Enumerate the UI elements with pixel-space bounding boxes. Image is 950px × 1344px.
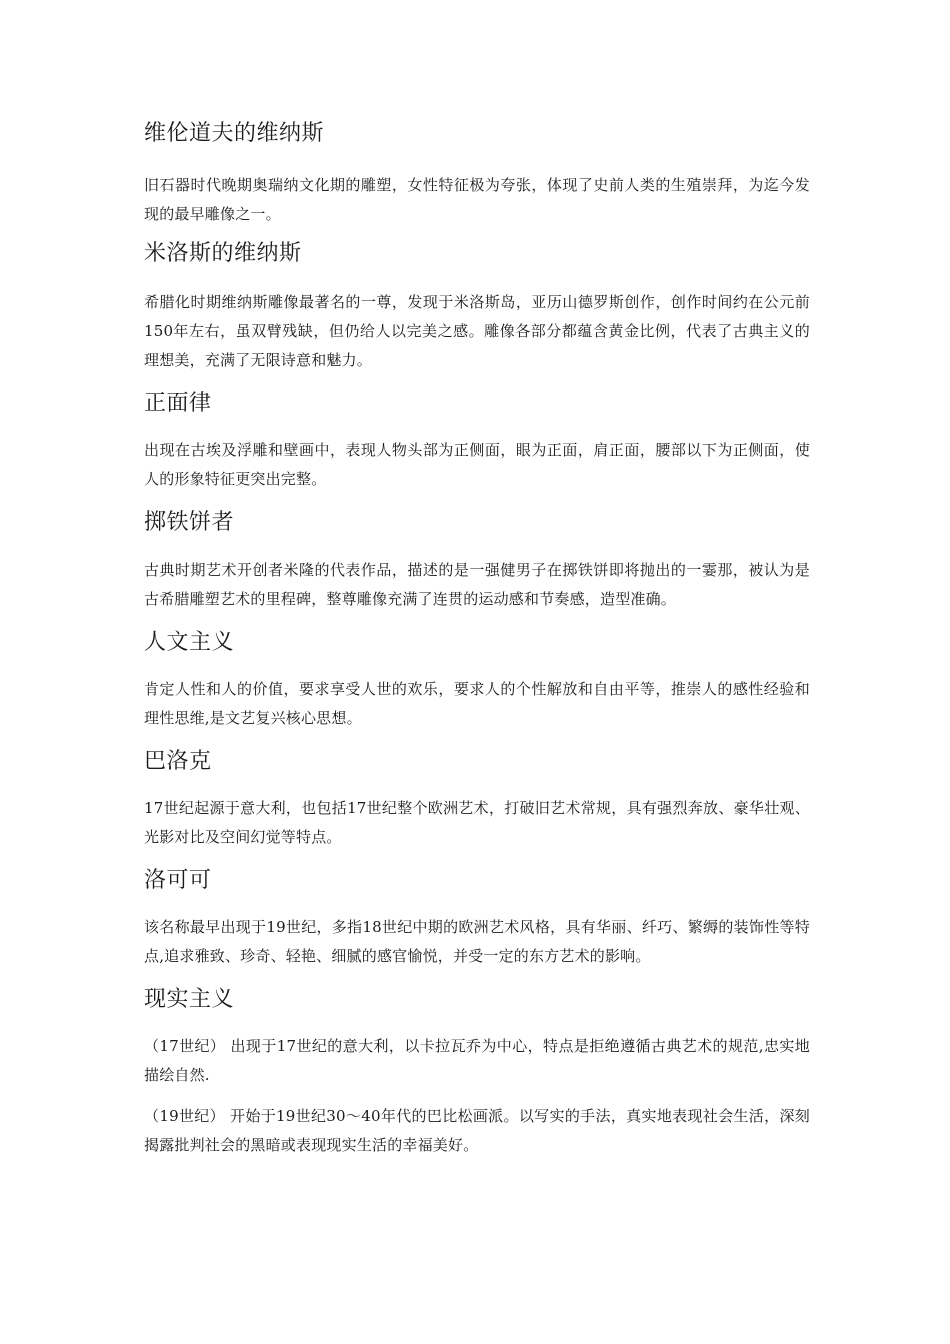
section-title-baroque: 巴洛克 <box>144 749 212 774</box>
section-paragraph: 旧石器时代晚期奥瑞纳文化期的雕塑，女性特征极为夸张，体现了史前人类的生殖崇拜，为迄今发现的最早雕像之一。 <box>144 176 810 223</box>
section-title-humanism: 人文主义 <box>144 630 235 655</box>
section-paragraph: 古典时期艺术开创者米隆的代表作品，描述的是一强健男子在掷铁饼即将抛出的一霎那，被认为是古希腊雕塑艺术的里程碑，整尊雕像充满了连贯的运动感和节奏感，造型准确。 <box>144 561 810 608</box>
section-title-frontality: 正面律 <box>144 391 212 416</box>
section-paragraph: （19世纪） 开始于19世纪30～40年代的巴比松画派。以写实的手法，真实地表现社会生活，深刻揭露批判社会的黑暗或表现现实生活的幸福美好。 <box>144 1107 810 1154</box>
section-title-venus-de-milo: 米洛斯的维纳斯 <box>144 241 302 266</box>
section-title-realism: 现实主义 <box>144 987 235 1012</box>
section-paragraph: 出现在古埃及浮雕和壁画中，表现人物头部为正侧面，眼为正面，肩正面，腰部以下为正侧面，使人的形象特征更突出完整。 <box>144 441 810 488</box>
section-title-discobolus: 掷铁饼者 <box>144 510 235 535</box>
section-title-venus-of-willendorf: 维伦道夫的维纳斯 <box>144 121 325 146</box>
section-title-rococo: 洛可可 <box>144 868 212 893</box>
section-paragraph: （17世纪） 出现于17世纪的意大利，以卡拉瓦乔为中心，特点是拒绝遵循古典艺术的规范,忠实地描绘自然. <box>144 1037 810 1084</box>
section-paragraph: 17世纪起源于意大利，也包括17世纪整个欧洲艺术，打破旧艺术常规，具有强烈奔放、豪华壮观、光影对比及空间幻觉等特点。 <box>144 799 810 846</box>
section-paragraph: 该名称最早出现于19世纪，多指18世纪中期的欧洲艺术风格，具有华丽、纤巧、繁缛的装饰性等特点,追求雅致、珍奇、轻艳、细腻的感官愉悦，并受一定的东方艺术的影响。 <box>144 918 810 965</box>
section-paragraph: 肯定人性和人的价值，要求享受人世的欢乐，要求人的个性解放和自由平等，推崇人的感性经验和理性思维,是文艺复兴核心思想。 <box>144 680 810 727</box>
section-paragraph: 希腊化时期维纳斯雕像最著名的一尊，发现于米洛斯岛，亚历山德罗斯创作，创作时间约在公元前150年左右，虽双臂残缺，但仍给人以完美之感。雕像各部分都蕴含黄金比例，代表了古典主义的理想美，充满了无限诗意和魅力。 <box>144 293 810 369</box>
